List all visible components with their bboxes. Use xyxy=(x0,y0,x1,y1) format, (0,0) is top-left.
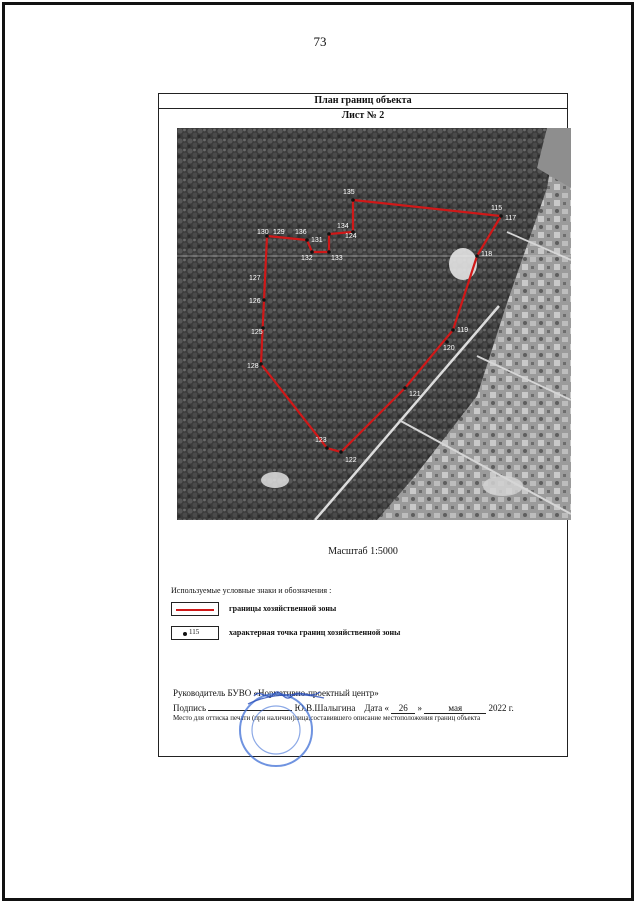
boundary-point[interactable] xyxy=(327,250,331,254)
point-label: 135 xyxy=(343,189,355,196)
legend-boundary-text: границы хозяйственной зоны xyxy=(229,604,337,613)
date-year: 2022 г. xyxy=(488,703,514,713)
seal-stamp-icon xyxy=(228,690,348,780)
point-label: 121 xyxy=(409,391,421,398)
boundary-point[interactable] xyxy=(451,328,455,332)
signer-name: Ю.В.Шалыгина xyxy=(294,703,356,713)
seal-note: Место для оттиска печати (при наличии)лица,составившего описание местоположения границ объекта xyxy=(173,714,481,722)
boundary-point[interactable] xyxy=(403,386,407,390)
building xyxy=(261,472,289,488)
boundary-point[interactable] xyxy=(259,362,263,366)
point-label: 115 xyxy=(491,205,503,212)
legend-point-text: характерная точка границ хозяйственной зоны xyxy=(229,628,401,637)
point-label: 131 xyxy=(311,237,323,244)
boundary-point[interactable] xyxy=(499,214,503,218)
map-svg xyxy=(177,128,571,520)
boundary-point[interactable] xyxy=(325,446,329,450)
point-label: 118 xyxy=(481,251,493,258)
legend-title: Используемые условные знаки и обозначения : xyxy=(171,586,332,595)
date-month: мая xyxy=(424,703,486,714)
date-label: Дата « xyxy=(364,703,390,713)
map-scale: Масштаб 1:5000 xyxy=(328,546,398,557)
point-icon xyxy=(183,632,187,636)
point-label: 122 xyxy=(345,457,357,464)
date-day: 26 xyxy=(391,703,415,714)
date-mid: » xyxy=(417,703,423,713)
boundary-line-icon xyxy=(176,609,214,611)
plan-sheet xyxy=(158,93,568,757)
point-label: 126 xyxy=(249,298,261,305)
point-label: 128 xyxy=(247,363,259,370)
sign-label: Подпись xyxy=(173,703,207,713)
point-label: 136 xyxy=(295,229,307,236)
sheet-title: План границ объекта xyxy=(159,94,567,109)
point-label: 120 xyxy=(443,345,455,352)
head-line: Руководитель БУВО «Нормативно-проектный центр» xyxy=(173,688,379,698)
boundary-point[interactable] xyxy=(351,198,355,202)
sheet-subtitle: Лист № 2 xyxy=(341,110,385,121)
point-label: 125 xyxy=(251,329,263,336)
clearing xyxy=(449,248,477,280)
page-number: 73 xyxy=(313,34,327,49)
aerial-map[interactable] xyxy=(177,128,571,520)
point-label: 119 xyxy=(457,327,469,334)
point-label: 124 xyxy=(345,233,357,240)
boundary-point[interactable] xyxy=(475,254,479,258)
point-label: 123 xyxy=(315,437,327,444)
legend-boundary-symbol xyxy=(171,602,219,616)
point-label: 134 xyxy=(337,223,349,230)
boundary-point[interactable] xyxy=(339,450,343,454)
legend-point-symbol xyxy=(171,626,219,640)
point-label: 117 xyxy=(505,215,517,222)
boundary-point[interactable] xyxy=(262,298,266,302)
boundary-point[interactable] xyxy=(310,250,314,254)
field-patch xyxy=(483,476,523,496)
point-label: 127 xyxy=(249,275,261,282)
point-label: 132 xyxy=(301,255,313,262)
point-label: 129 xyxy=(273,229,285,236)
point-label: 130 xyxy=(257,229,269,236)
boundary-point[interactable] xyxy=(305,238,309,242)
boundary-point[interactable] xyxy=(445,340,449,344)
boundary-point[interactable] xyxy=(327,232,331,236)
legend-point-sample: 115 xyxy=(189,628,200,636)
point-label: 133 xyxy=(331,255,343,262)
